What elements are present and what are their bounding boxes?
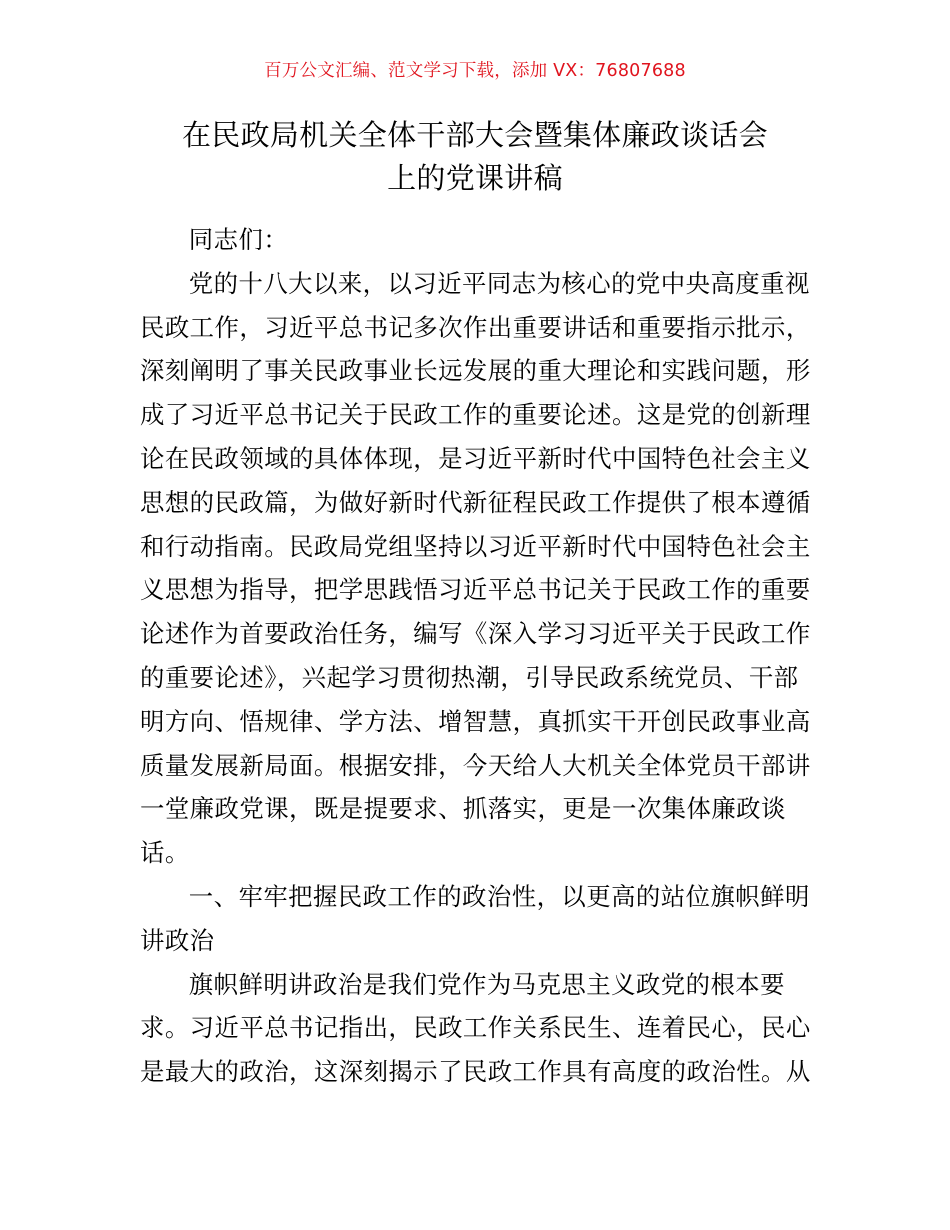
text-line: 是最大的政治，这深刻揭示了民政工作具有高度的政治性。从 bbox=[140, 1057, 811, 1087]
document-title bbox=[140, 114, 810, 200]
heading-line: 讲政治 bbox=[140, 925, 215, 955]
heading-line: 一、牢牢把握民政工作的政治性，以更高的站位旗帜鲜明 bbox=[188, 881, 810, 911]
text-line: 成了习近平总书记关于民政工作的重要论述。这是党的创新理 bbox=[140, 400, 811, 430]
text-line: 民政工作，习近平总书记多次作出重要讲话和重要指示批示， bbox=[140, 312, 811, 342]
text-line: 论述作为首要政治任务，编写《深入学习习近平关于民政工作 bbox=[140, 619, 811, 649]
text-line: 话。 bbox=[140, 838, 190, 868]
paragraph-intro bbox=[140, 262, 810, 875]
text-line: 思想的民政篇，为做好新时代新征程民政工作提供了根本遵循 bbox=[140, 487, 811, 517]
title-line: 在民政局机关全体干部大会暨集体廉政谈话会 bbox=[181, 118, 768, 152]
text-line: 明方向、悟规律、学方法、增智慧，真抓实干开创民政事业高 bbox=[140, 706, 811, 736]
text-line: 求。习近平总书记指出，民政工作关系民生、连着民心，民心 bbox=[140, 1013, 811, 1043]
salutation: 同志们： bbox=[188, 225, 289, 254]
text-line: 旗帜鲜明讲政治是我们党作为马克思主义政党的根本要 bbox=[188, 969, 785, 999]
text-line: 深刻阐明了事关民政事业长远发展的重大理论和实践问题，形 bbox=[140, 356, 811, 386]
section-heading-1 bbox=[140, 875, 810, 963]
text-line: 和行动指南。民政局党组坚持以习近平新时代中国特色社会主 bbox=[140, 531, 811, 561]
title-line: 上的党课讲稿 bbox=[387, 161, 563, 195]
text-line: 党的十八大以来，以习近平同志为核心的党中央高度重视 bbox=[188, 268, 810, 298]
text-line: 质量发展新局面。根据安排，今天给人大机关全体党员干部讲 bbox=[140, 750, 811, 780]
text-line: 一堂廉政党课，既是提要求、抓落实，更是一次集体廉政谈 bbox=[140, 794, 786, 824]
watermark-header: 百万公文汇编、范文学习下载，添加 VX：76807688 bbox=[264, 61, 686, 81]
text-line: 的重要论述》，兴起学习贯彻热潮，引导民政系统党员、干部 bbox=[140, 662, 799, 692]
text-line: 义思想为指导，把学思践悟习近平总书记关于民政工作的重要 bbox=[140, 575, 811, 605]
document-body bbox=[140, 218, 810, 1094]
paragraph-section-1 bbox=[140, 963, 810, 1094]
text-line: 论在民政领域的具体体现，是习近平新时代中国特色社会主义 bbox=[140, 443, 811, 473]
